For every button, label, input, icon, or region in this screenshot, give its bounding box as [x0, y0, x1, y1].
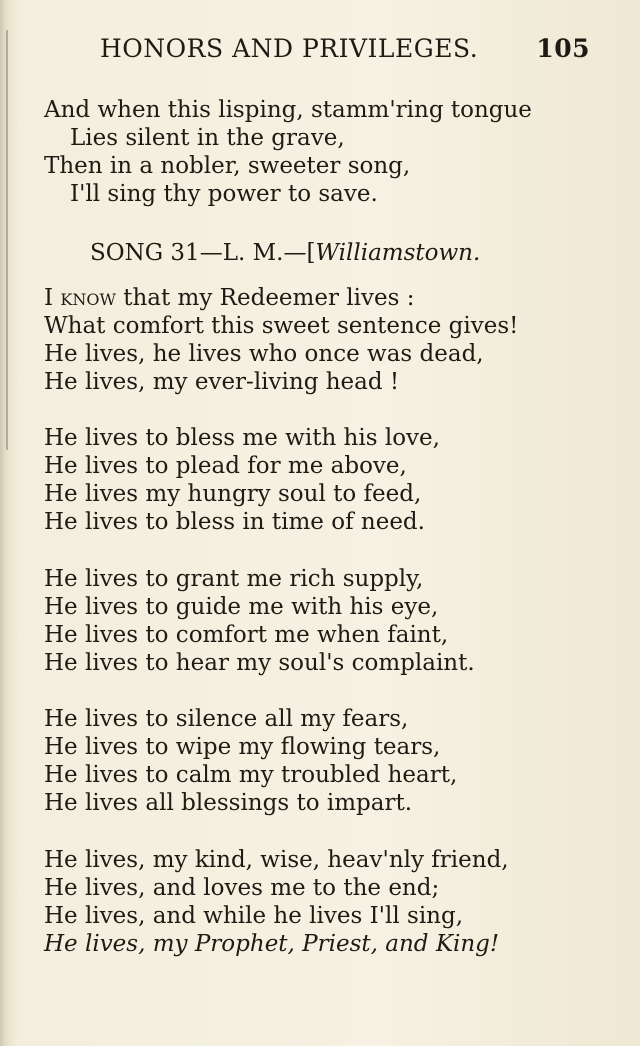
verse-line: He lives, he lives who once was dead, — [44, 341, 484, 367]
verse-line: He lives, and loves me to the end; — [44, 875, 440, 901]
verse-line: He lives to guide me with his eye, — [44, 594, 439, 620]
verse-line: He lives, and while he lives I'll sing, — [44, 903, 464, 929]
verse-line: He lives all blessings to impart. — [44, 790, 412, 816]
verse-line: He lives to bless me with his love, — [44, 425, 440, 451]
verse-line: He lives to grant me rich supply, — [44, 566, 424, 592]
verse-line: He lives to silence all my fears, — [44, 706, 409, 732]
verse-line: He lives to wipe my flowing tears, — [44, 734, 441, 760]
verse-line: He lives to calm my troubled heart, — [44, 762, 458, 788]
verse-line: I'll sing thy power to save. — [70, 181, 378, 207]
running-head-title: HONORS AND PRIVILEGES. — [100, 34, 479, 63]
first-line: I know that my Redeemer lives : — [44, 285, 415, 311]
verse-line: He lives to plead for me above, — [44, 453, 407, 479]
page-number: 105 — [536, 34, 590, 63]
verse-line-italic: He lives, my Prophet, Priest, and King! — [44, 931, 500, 957]
verse-line: He lives to comfort me when faint, — [44, 622, 449, 648]
song-heading — [90, 240, 540, 266]
verse-line: He lives to bless in time of need. — [44, 509, 425, 535]
verse-line: He lives my hungry soul to feed, — [44, 481, 422, 507]
running-head — [100, 34, 590, 70]
song-number-meter: SONG 31—L. M.—[ — [90, 240, 316, 266]
verse-line: What comfort this sweet sentence gives! — [44, 313, 519, 339]
verse-line: He lives, my kind, wise, heav'nly friend, — [44, 847, 509, 873]
verse-line: Lies silent in the grave, — [70, 125, 345, 151]
verse-line: He lives, my ever-living head ! — [44, 369, 400, 395]
verse-line: Then in a nobler, sweeter song, — [44, 153, 411, 179]
verse-line: He lives to hear my soul's complaint. — [44, 650, 475, 676]
tune-name: Williamstown. — [315, 240, 481, 266]
verse-line: And when this lisping, stamm'ring tongue — [44, 97, 532, 123]
binding-gutter — [6, 30, 8, 450]
